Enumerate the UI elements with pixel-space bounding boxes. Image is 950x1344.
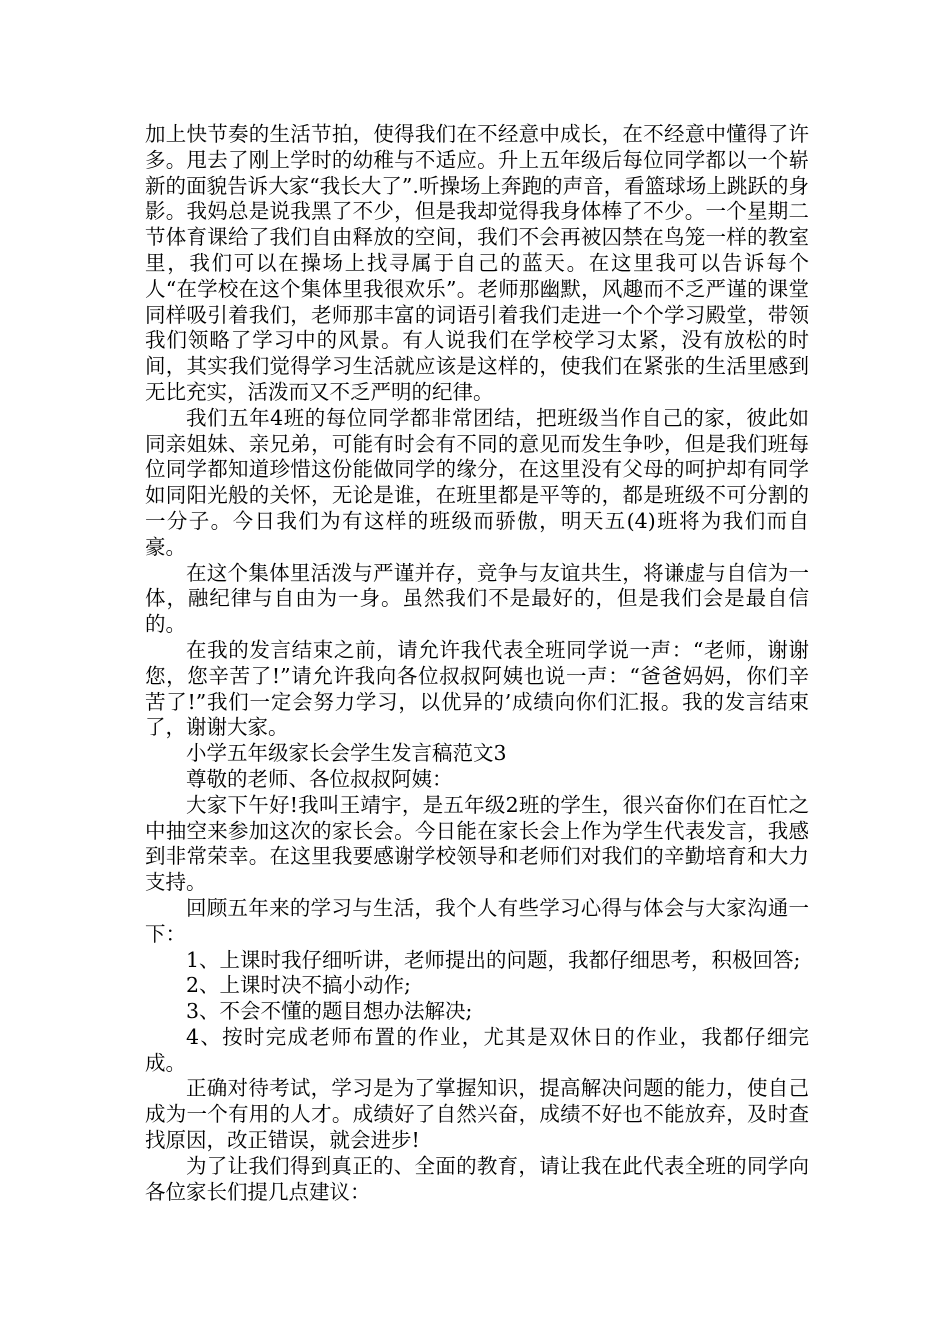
- paragraph-2: 我们五年4班的每位同学都非常团结，把班级当作自己的家，彼此如同亲姐妹、亲兄弟，可能有时会有不同的意见而发生争吵，但是我们班每位同学都知道珍惜这份能做同学的缘分，在这里没有父母的呵护却有同学如同阳光般的关怀，无论是谁，在班里都是平等的，都是班级不可分割的一分子。今日我们为有这样的班级而骄傲，明天五(4)班将为我们而自豪。: [145, 405, 809, 559]
- paragraph-4: 在我的发言结束之前，请允许我代表全班同学说一声：“老师，谢谢您，您辛苦了!”请允许我向各位叔叔阿姨也说一声：“爸爸妈妈，你们辛苦了!”我们一定会努力学习，以优异的’成绩向你们汇报。我的发言结束了，谢谢大家。: [145, 637, 809, 740]
- paragraph-review: 回顾五年来的学习与生活，我个人有些学习心得与体会与大家沟通一下：: [145, 895, 809, 946]
- paragraph-3: 在这个集体里活泼与严谨并存，竞争与友谊共生，将谦虚与自信为一体，融纪律与自由为一身。虽然我们不是最好的，但是我们会是最自信的。: [145, 560, 809, 637]
- paragraph-1: 加上快节奏的生活节拍，使得我们在不经意中成长，在不经意中懂得了许多。甩去了刚上学时的幼稚与不适应。升上五年级后每位同学都以一个崭新的面貌告诉大家“我长大了”.听操场上奔跑的声音，看篮球场上跳跃的身影。我妈总是说我黑了不少，但是我却觉得我身体棒了不少。一个星期二节体育课给了我们自由释放的空间，我们不会再被囚禁在鸟笼一样的教室里，我们可以在操场上找寻属于自己的蓝天。在这里我可以告诉每个人“在学校在这个集体里我很欢乐”。老师那幽默，风趣而不乏严谨的课堂同样吸引着我们，老师那丰富的词语引着我们走进一个个学习殿堂，带领我们领略了学习中的风景。有人说我们在学校学习太紧，没有放松的时间，其实我们觉得学习生活就应该是这样的，使我们在紧张的生活里感到无比充实，活泼而又不乏严明的纪律。: [145, 122, 809, 404]
- list-item-3: 3、不会不懂的题目想办法解决;: [186, 999, 473, 1024]
- list-item-2: 2、上课时决不搞小动作;: [186, 973, 411, 998]
- section-title: 小学五年级家长会学生发言稿范文3: [186, 741, 507, 766]
- paragraph-exams: 正确对待考试，学习是为了掌握知识，提高解决问题的能力，使自己成为一个有用的人才。成绩好了自然兴奋，成绩不好也不能放弃，及时查找原因，改正错误，就会进步!: [145, 1076, 809, 1153]
- paragraph-suggestions: 为了让我们得到真正的、全面的教育，请让我在此代表全班的同学向各位家长们提几点建议：: [145, 1153, 809, 1204]
- list-item-1: 1、上课时我仔细听讲，老师提出的问题，我都仔细思考，积极回答;: [186, 947, 801, 972]
- paragraph-greeting: 大家下午好!我叫王靖宇，是五年级2班的学生，很兴奋你们在百忙之中抽空来参加这次的家长会。今日能在家长会上作为学生代表发言，我感到非常荣幸。在这里我要感谢学校领导和老师们对我们的辛勤培育和大力支持。: [145, 792, 809, 895]
- document-body: [145, 122, 809, 1205]
- list-item-4: 4、按时完成老师布置的作业，尤其是双休日的作业，我都仔细完成。: [145, 1024, 809, 1075]
- salutation: 尊敬的老师、各位叔叔阿姨：: [186, 766, 453, 791]
